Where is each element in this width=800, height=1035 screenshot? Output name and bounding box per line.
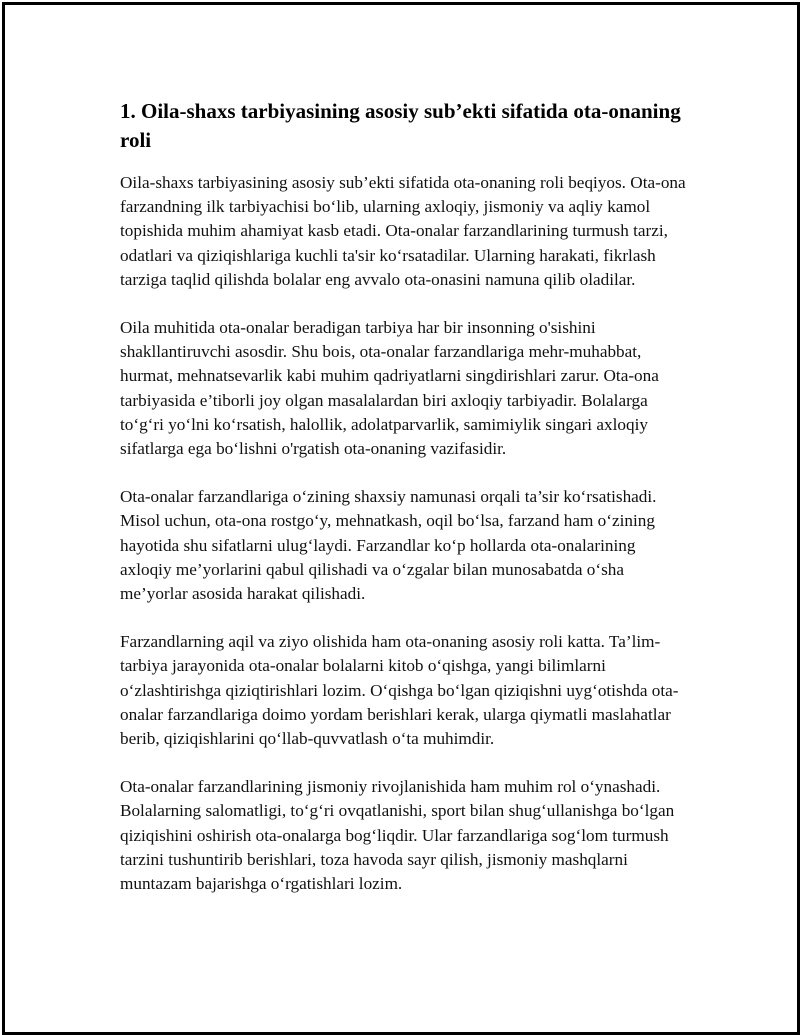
paragraph-4: Farzandlarning aqil va ziyo olishida ham ota-onaning asosiy roli katta. Ta’lim-tarbiya jarayonida ota-onalar bolalarni kitob o‘qishga, yangi bilimlarni o‘zlashtirishga qiziqtirishlari lozim. O‘qishga bo‘lgan qiziqishni uyg‘otishda ota-onalar farzandlariga doimo yordam berishlari kerak, ularga qiymatli maslahatlar berib, qiziqishlarini qo‘llab-quvvatlash o‘ta muhimdir. [120, 632, 679, 749]
paragraph-5: Ota-onalar farzandlarining jismoniy rivojlanishida ham muhim rol o‘ynashadi. Bolalarning salomatligi, to‘g‘ri ovqatlanishi, sport bilan shug‘ullanishga bo‘lgan qiziqishini oshirish ota-onalarga bog‘liqdir. Ular farzandlariga sog‘lom turmush tarzini tushuntirib berishlari, toza havoda sayr qilish, jismoniy mashqlarni muntazam bajarishga o‘rgatishlari lozim. [120, 777, 675, 894]
paragraph-1: Oila-shaxs tarbiyasining asosiy sub’ekti sifatida ota-onaning roli beqiyos. Ota-ona farzandning ilk tarbiyachisi bo‘lib, ularning axloqiy, jismoniy va aqliy kamol topishida muhim ahamiyat kasb etadi. Ota-onalar farzandlarining turmush tarzi, odatlari va qiziqishlariga kuchli ta'sir ko‘rsatadilar. Ularning harakati, fikrlash tarziga taqlid qilishda bolalar eng avvalo ota-onasini namuna qilib oladilar. [120, 173, 686, 289]
paragraph-3: Ota-onalar farzandlariga o‘zining shaxsiy namunasi orqali ta’sir ko‘rsatishadi. Misol uchun, ota-ona rostgo‘y, mehnatkash, oqil bo‘lsa, farzand ham o‘zining hayotida shu sifatlarni ulug‘laydi. Farzandlar ko‘p hollarda ota-onalarining axloqiy me’yorlarini qabul qilishadi va o‘zgalar bilan munosabatda o‘sha me’yorlar asosida harakat qilishadi. [120, 487, 657, 604]
paragraph-2: Oila muhitida ota-onalar beradigan tarbiya har bir insonning o'sishini shakllantiruvchi asosdir. Shu bois, ota-onalar farzandlariga mehr-muhabbat, hurmat, mehnatsevarlik kabi muhim qadriyatlarni singdirishlari zarur. Ota-ona tarbiyasida e’tiborli joy olgan masalalardan biri axloqiy tarbiyadir. Bolalarga to‘g‘ri yo‘lni ko‘rsatish, halollik, adolatparvarlik, samimiylik singari axloqiy sifatlarga ega bo‘lishni o'rgatish ota-onaning vazifasidir. [120, 318, 659, 459]
page-frame [2, 2, 800, 1035]
section-heading: 1. Oila-shaxs tarbiyasining asosiy sub’ekti sifatida ota-onaning roli [120, 99, 681, 152]
document-body [120, 97, 690, 920]
